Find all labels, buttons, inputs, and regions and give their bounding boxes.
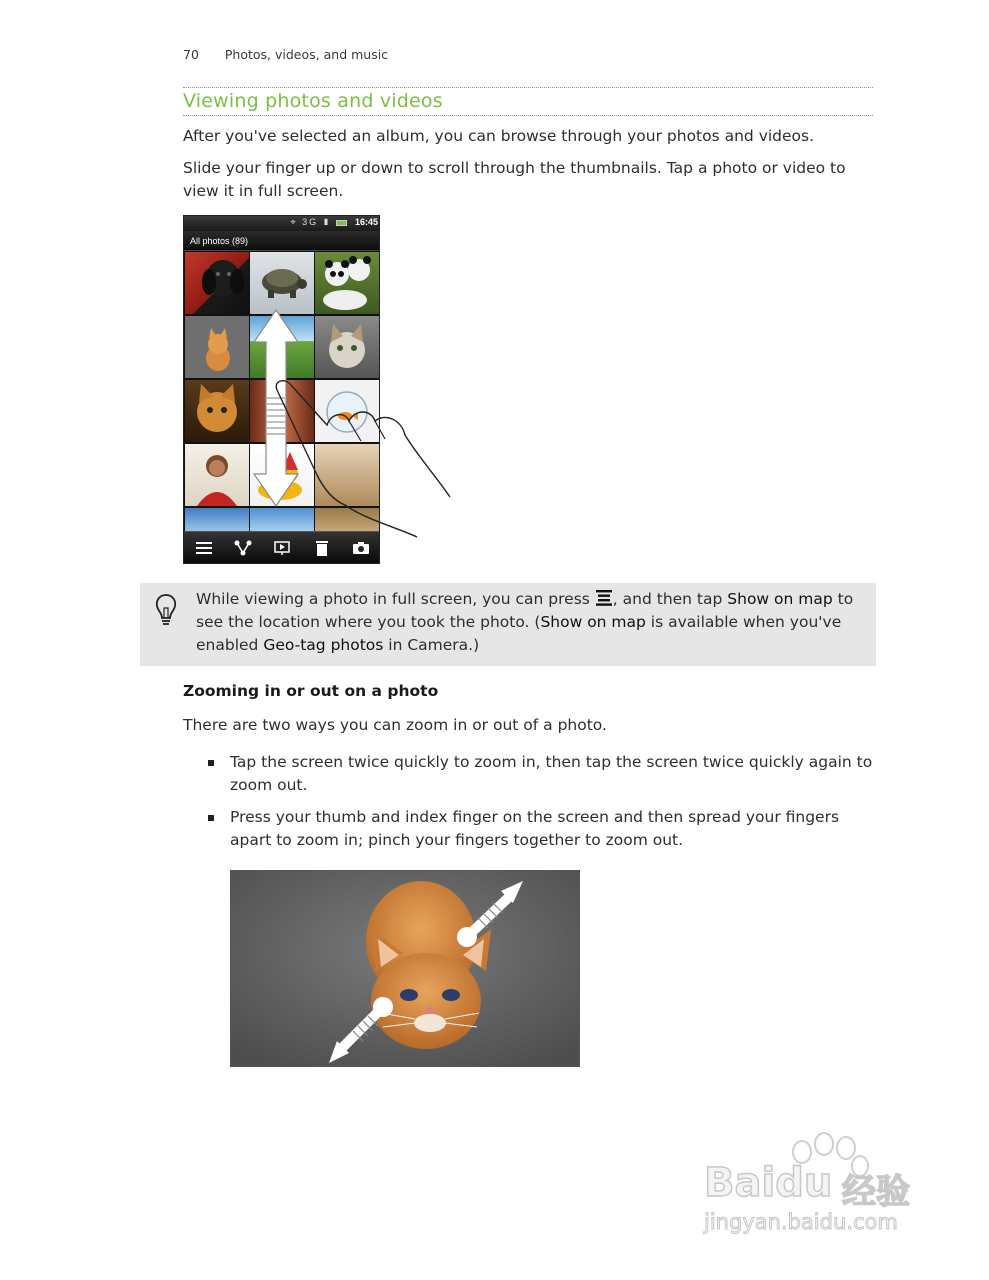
show-on-map-label: Show on map <box>540 613 646 631</box>
menu-icon <box>595 589 613 606</box>
show-on-map-label: Show on map <box>727 590 833 608</box>
photo-thumbnail[interactable] <box>185 508 249 532</box>
menu-icon[interactable] <box>194 538 214 558</box>
list-item <box>208 751 878 797</box>
zoom-bullet-list <box>208 751 878 852</box>
watermark-brand <box>704 1160 832 1206</box>
bullet-marker <box>208 815 214 821</box>
zoom-intro: There are two ways you can zoom in or out of a photo. <box>183 716 607 734</box>
photo-thumbnail[interactable] <box>185 316 249 378</box>
list-item-text: Press your thumb and index finger on the screen and then spread your fingers apart to zoom in; pinch your fingers together to zoom out. <box>230 808 840 849</box>
tabby-photo <box>185 380 249 442</box>
gps-icon: ⌖ <box>290 217 298 227</box>
photo-thumbnail[interactable] <box>185 444 249 506</box>
dog-photo <box>185 252 249 314</box>
tip-text-part: to see the location where you took the photo. ( <box>196 590 854 631</box>
status-time: 16:45 <box>354 217 378 227</box>
tip-text <box>196 588 866 657</box>
title-rule-top <box>183 87 873 88</box>
section-title: Viewing photos and videos <box>183 90 443 112</box>
woman-photo <box>185 444 249 506</box>
chapter-title: Photos, videos, and music <box>224 47 389 62</box>
page-number: 70 <box>183 47 199 62</box>
list-item-text: Tap the screen twice quickly to zoom in, then tap the screen twice quickly again to zoom out. <box>230 753 873 794</box>
signal-icon: ▮ <box>322 217 332 227</box>
kitten-image <box>231 871 580 1067</box>
album-header <box>184 231 380 251</box>
watermark-url: jingyan.baidu.com <box>704 1210 898 1234</box>
tip-text-part: in Camera.) <box>383 636 480 654</box>
album-title: All photos (89) <box>190 236 249 246</box>
watermark-du: du <box>775 1160 833 1206</box>
scroll-paragraph: Slide your finger up or down to scroll through the thumbnails. Tap a photo or video to view it in full screen. <box>183 159 846 200</box>
list-item <box>208 806 878 852</box>
watermark-cn: 经验 <box>842 1172 910 1212</box>
tip-text-part: , and then tap <box>612 590 728 608</box>
zoom-subheading: Zooming in or out on a photo <box>183 682 439 700</box>
title-rule-bottom <box>183 115 873 116</box>
status-icons <box>291 217 348 228</box>
bullet-marker <box>208 760 214 766</box>
status-bar <box>184 216 380 231</box>
photo-thumbnail[interactable] <box>185 380 249 442</box>
geo-tag-photos-label: Geo-tag photos <box>263 636 384 654</box>
network-type: 3G <box>302 217 319 227</box>
kitten-photo <box>185 316 249 378</box>
battery-icon <box>336 220 347 226</box>
watermark-bai: Bai <box>704 1160 776 1206</box>
running-header <box>183 47 388 62</box>
tip-text-part: is available when you've enabled <box>196 613 842 654</box>
lightbulb-icon <box>155 593 177 627</box>
finger-gesture-icon <box>245 305 455 545</box>
tip-text-part: While viewing a photo in full screen, you can press <box>196 590 595 608</box>
intro-paragraph: After you've selected an album, you can browse through your photos and videos. <box>183 127 815 145</box>
baidu-watermark <box>700 1132 935 1244</box>
tip-box <box>140 583 876 666</box>
pinch-zoom-photo <box>230 870 580 1067</box>
photo-thumbnail[interactable] <box>185 252 249 314</box>
